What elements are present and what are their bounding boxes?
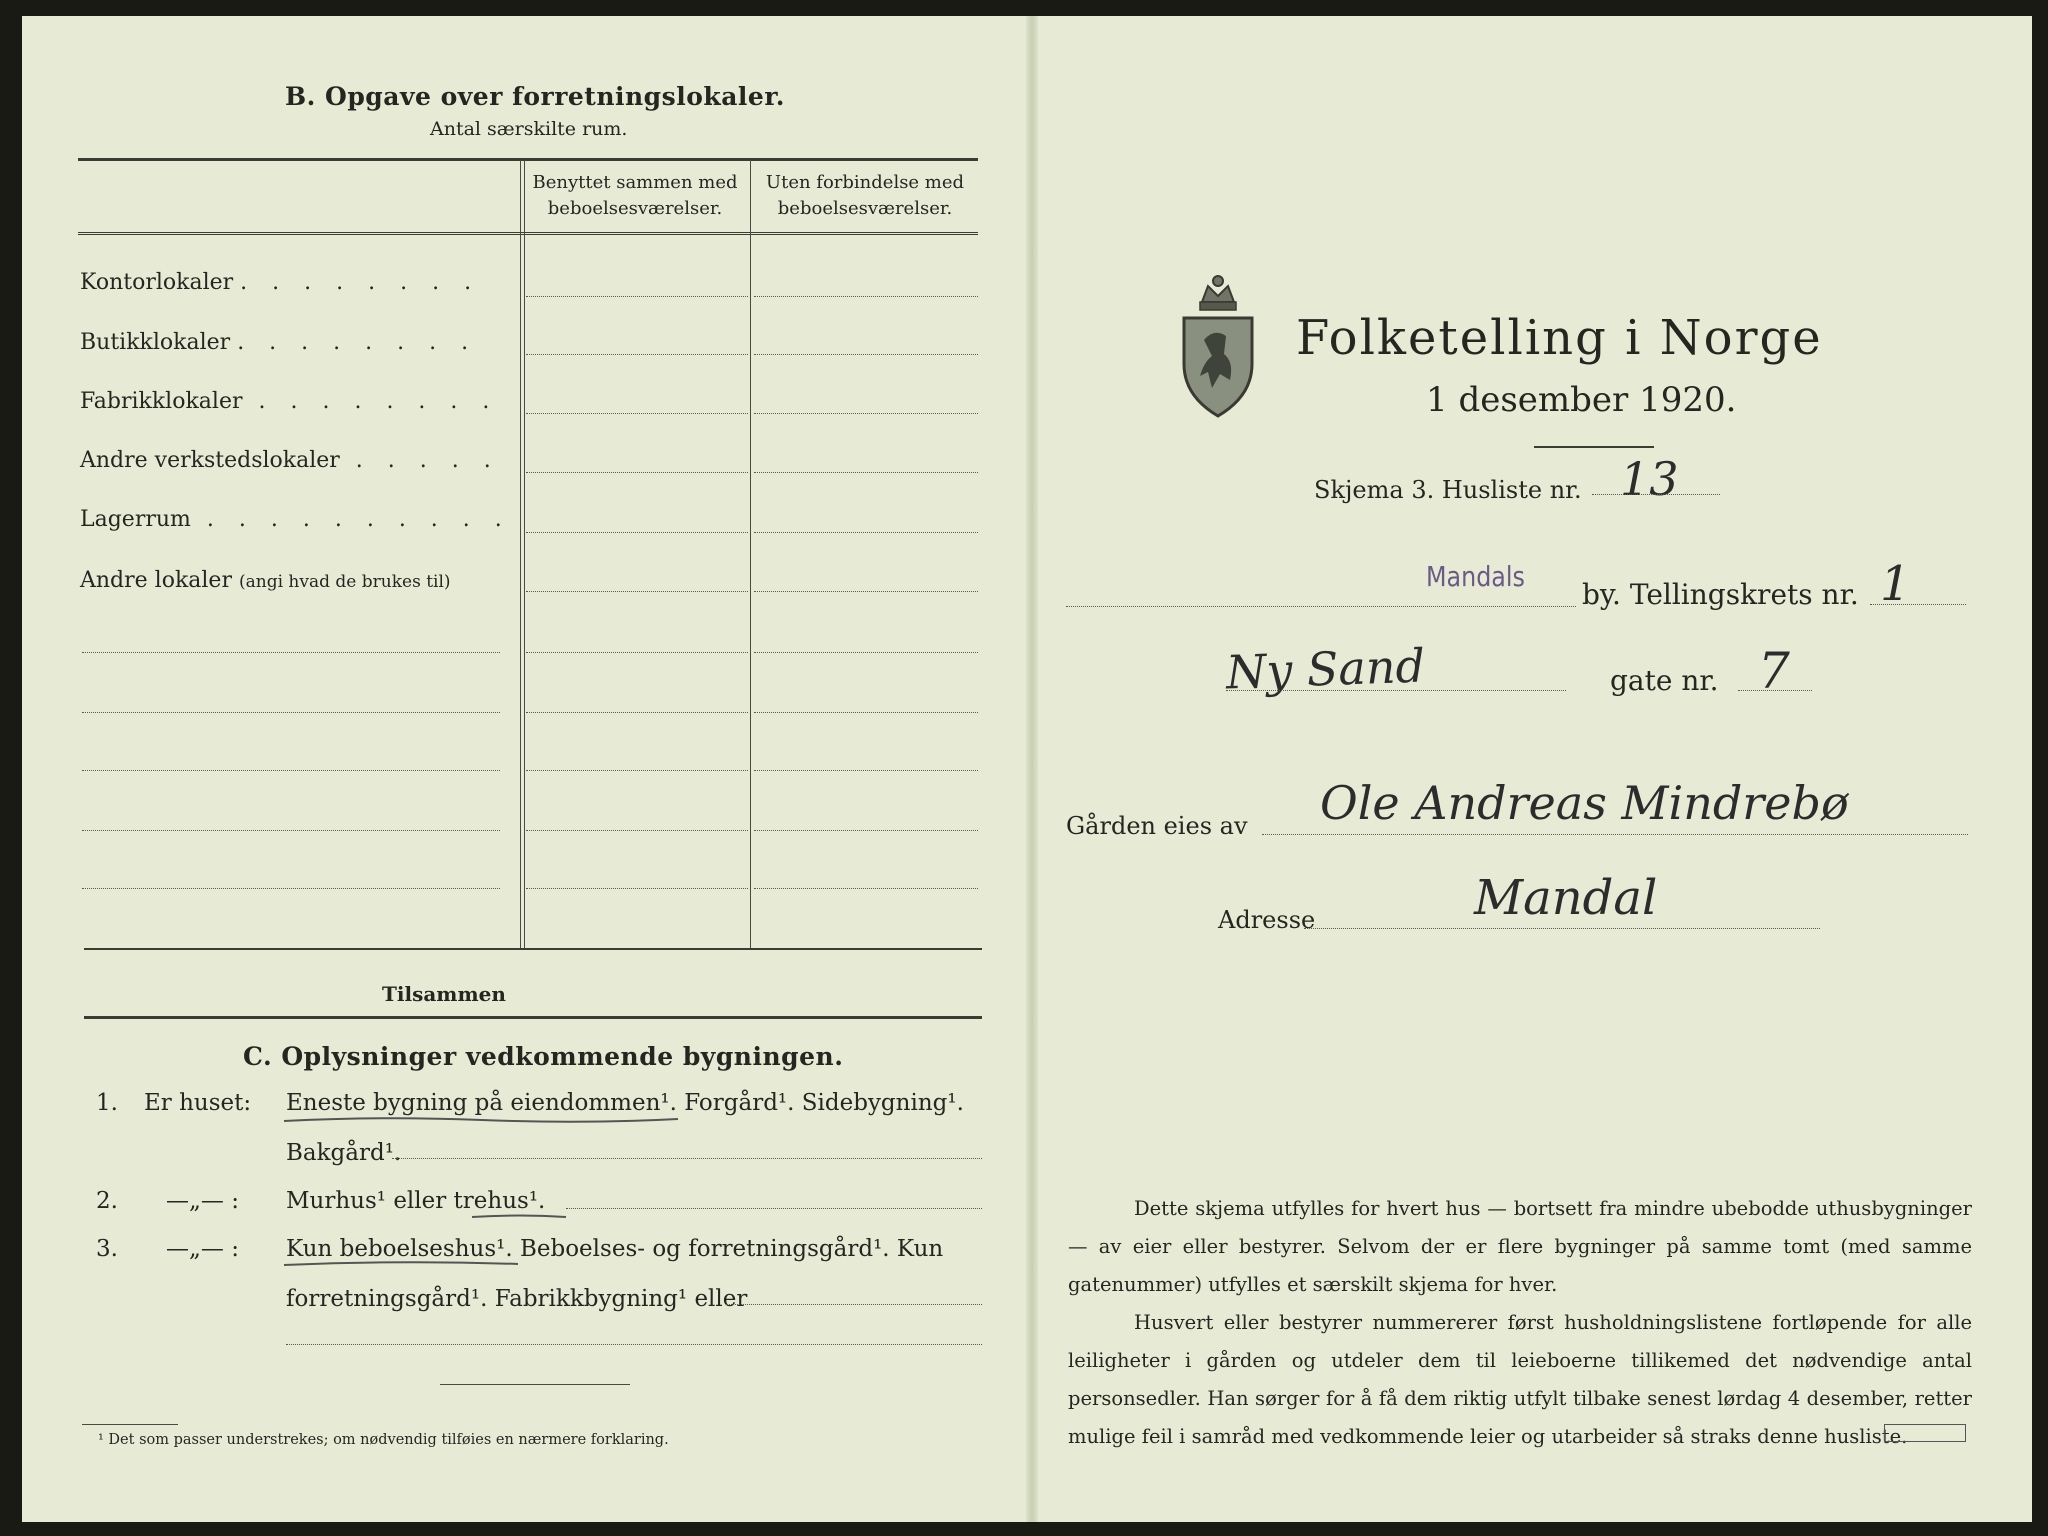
- page-fold: [1026, 16, 1038, 1522]
- column-header-combined: Benyttet sammen med beboelsesværelser.: [532, 172, 738, 219]
- row-label-butikklokaler: Butikklokaler . . . . . . . .: [80, 330, 478, 355]
- cell-line: [754, 652, 978, 653]
- title-rule: [1534, 446, 1654, 448]
- item-1-line: [392, 1158, 982, 1159]
- table-col-divider-1: [520, 160, 521, 948]
- table-top-rule: [78, 158, 978, 161]
- cell-line: [754, 830, 978, 831]
- item-3-number: 3.: [96, 1236, 118, 1262]
- cell-line: [526, 591, 748, 592]
- cell-line: [526, 830, 748, 831]
- underline-trehus: [470, 1212, 570, 1222]
- item-3-line: [726, 1304, 982, 1305]
- owner-name: Ole Andreas Mindrebø: [1320, 776, 1849, 830]
- form-date: 1 desember 1920.: [1426, 380, 1737, 420]
- footnote: ¹ Det som passer understrekes; om nødvendig tilføies en nærmere forklaring.: [98, 1432, 669, 1448]
- item-2-options: Murhus¹ eller trehus¹.: [286, 1188, 546, 1214]
- item-3-lead: —„— :: [166, 1236, 239, 1262]
- address-line: [1304, 928, 1820, 929]
- cell-line: [754, 591, 978, 592]
- address-value: Mandal: [1474, 870, 1658, 926]
- item-3-options-2: forretningsgård¹. Fabrikkbygning¹ eller: [286, 1286, 748, 1312]
- table-col-divider-1b: [524, 160, 525, 948]
- cell-line: [754, 888, 978, 889]
- form-title: Folketelling i Norge: [1296, 310, 1823, 366]
- cell-line: [754, 413, 978, 414]
- blank-line: [82, 652, 500, 653]
- instructions-p2: Husvert eller bestyrer nummererer først husholdningslistene fortløpende for alle leiligheter i gården og utdeler dem til leieboerne tillikemed det nødvendige antal personsedler. Han sørger for å få dem riktig utfylt tilbake senest lørdag 4 desember, retter mulige feil i samråd med vedkommende leier og utarbeider så straks denne husliste.: [1068, 1311, 1972, 1448]
- instructions-p1: Dette skjema utfylles for hvert hus — bortsett fra mindre ubebodde uthusbygninger — av eier eller bestyrer. Selvom der er flere bygninger på samme tomt (med samme gatenummer) utfylles et særskilt skjema for hver.: [1068, 1197, 1972, 1296]
- section-c-title: C. Oplysninger vedkommende bygningen.: [243, 1042, 844, 1071]
- coat-of-arms-icon: [1178, 272, 1258, 422]
- cell-line: [526, 413, 748, 414]
- gate-label: gate nr.: [1610, 664, 1719, 697]
- row-label-lagerrum: Lagerrum . . . . . . . . . .: [80, 507, 511, 532]
- skjema-label: Skjema 3. Husliste nr.: [1314, 476, 1582, 504]
- krets-line: [1870, 604, 1966, 605]
- total-rule-bottom: [84, 1016, 982, 1019]
- printer-mark: [1884, 1424, 1966, 1442]
- blank-line: [82, 888, 500, 889]
- cell-line: [526, 888, 748, 889]
- total-label: Tilsammen: [382, 982, 506, 1006]
- row-note: (angi hvad de brukes til): [238, 572, 451, 592]
- address-label: Adresse: [1218, 906, 1316, 934]
- gate-number: 7: [1758, 642, 1790, 700]
- gate-name: Ny Sand: [1225, 638, 1426, 700]
- by-line: [1066, 606, 1576, 607]
- section-b-subtitle: Antal særskilte rum.: [430, 118, 628, 140]
- gate-name-line: [1226, 690, 1566, 691]
- column-header-separate: Uten forbindelse med beboelsesværelser.: [765, 172, 965, 219]
- cell-line: [526, 296, 748, 297]
- row-label-kontorlokaler: Kontorlokaler . . . . . . . .: [80, 270, 481, 295]
- row-label-andre-lokaler: Andre lokaler (angi hvad de brukes til): [80, 568, 451, 593]
- item-3-line-2: [286, 1344, 982, 1345]
- by-label: by. Tellingskrets nr.: [1582, 578, 1859, 611]
- row-label-fabrikklokaler: Fabrikklokaler . . . . . . . .: [80, 389, 499, 414]
- section-b-title: B. Opgave over forretningslokaler.: [285, 82, 785, 111]
- cell-line: [754, 354, 978, 355]
- underline-eneste: [282, 1113, 682, 1127]
- cell-line: [754, 712, 978, 713]
- cell-line: [754, 532, 978, 533]
- cell-line: [526, 652, 748, 653]
- item-1-number: 1.: [96, 1090, 118, 1116]
- blank-line: [82, 770, 500, 771]
- item-2-line: [566, 1208, 982, 1209]
- table-header-rule: [78, 232, 978, 235]
- separator: [440, 1384, 630, 1385]
- item-3-options: Kun beboelseshus¹. Beboelses- og forretningsgård¹. Kun: [286, 1236, 944, 1262]
- row-label-verkstedslokaler: Andre verkstedslokaler . . . . .: [80, 448, 500, 473]
- item-1-options: Eneste bygning på eiendommen¹. Forgård¹. Sidebygning¹.: [286, 1090, 964, 1116]
- item-1-lead: Er huset:: [144, 1090, 252, 1116]
- item-2-number: 2.: [96, 1188, 118, 1214]
- cell-line: [754, 472, 978, 473]
- underline-kun-beboelseshus: [282, 1258, 522, 1270]
- total-rule-top: [84, 948, 982, 950]
- cell-line: [526, 532, 748, 533]
- footnote-rule: [82, 1424, 178, 1425]
- gate-number-line: [1738, 690, 1812, 691]
- owner-label: Gården eies av: [1066, 812, 1248, 840]
- item-2-lead: —„— :: [166, 1188, 239, 1214]
- item-1-options-2: Bakgård¹.: [286, 1140, 402, 1166]
- cell-line: [526, 354, 748, 355]
- husliste-number: 13: [1620, 452, 1679, 506]
- husliste-line: [1592, 494, 1720, 495]
- cell-line: [754, 770, 978, 771]
- cell-line: [526, 472, 748, 473]
- krets-number: 1: [1880, 556, 1911, 612]
- owner-line: [1262, 834, 1968, 835]
- cell-line: [526, 770, 748, 771]
- blank-line: [82, 712, 500, 713]
- by-stamp: Mandals: [1426, 560, 1525, 593]
- cell-line: [754, 296, 978, 297]
- table-col-divider-2: [750, 160, 751, 948]
- blank-line: [82, 830, 500, 831]
- cell-line: [526, 712, 748, 713]
